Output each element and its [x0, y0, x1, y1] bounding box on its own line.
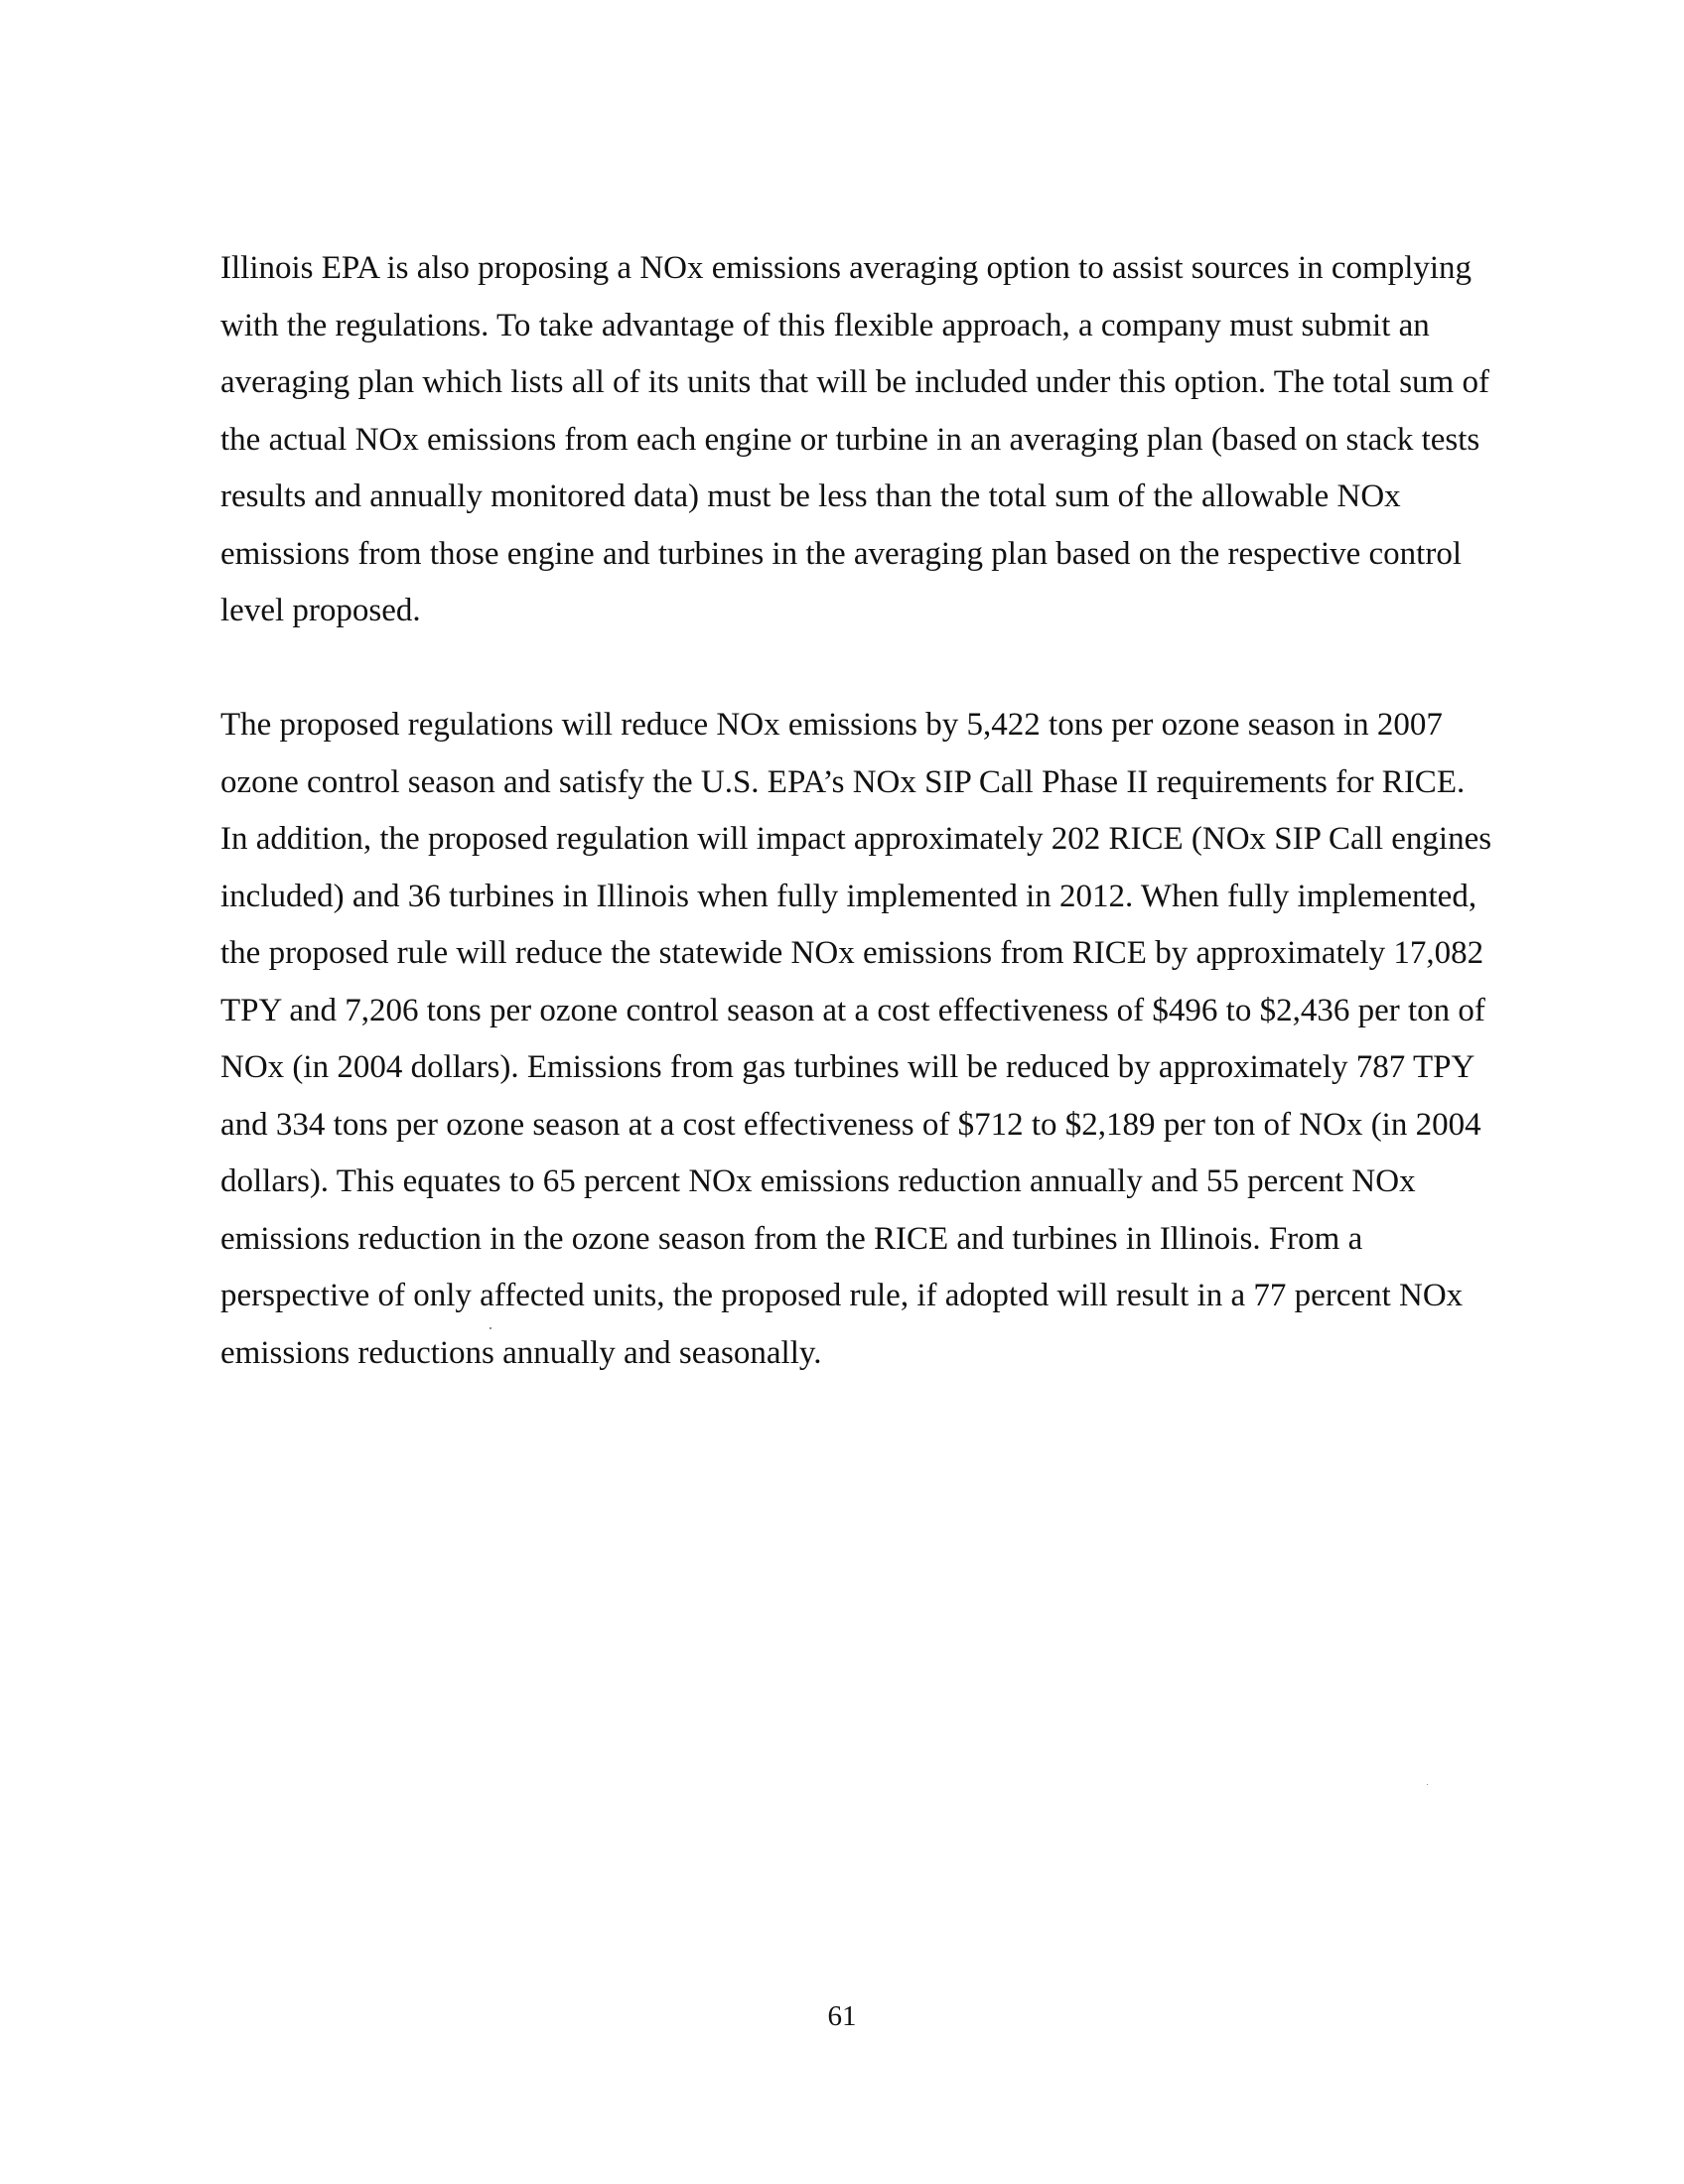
text-line: perspective of only affected units, the proposed rule, if adopted will result in a 77 percent NOx [220, 1278, 1464, 1313]
text-line: In addition, the proposed regulation will impact approximately 202 RICE (NOx SIP Call engines [220, 821, 1492, 857]
paragraph-emission-reductions [220, 697, 1511, 1382]
text-line: included) and 36 turbines in Illinois when fully implemented in 2012. When fully implemented, [220, 878, 1477, 914]
text-line: emissions from those engine and turbines in the averaging plan based on the respective control [220, 535, 1462, 572]
text-line: the actual NOx emissions from each engine or turbine in an averaging plan (based on stack tests [220, 421, 1480, 458]
text-line: results and annually monitored data) must be less than the total sum of the allowable NOx [220, 478, 1401, 514]
paragraph-averaging-option [220, 240, 1511, 640]
text-line: emissions reductions annually and seasonally. [220, 1334, 822, 1371]
text-line: the proposed rule will reduce the statewide NOx emissions from RICE by approximately 17,082 [220, 935, 1484, 971]
scan-speck [1427, 1784, 1428, 1785]
text-line: level proposed. [220, 593, 421, 628]
text-line: dollars). This equates to 65 percent NOx emissions reduction annually and 55 percent NOx [220, 1163, 1416, 1199]
text-line: The proposed regulations will reduce NOx emissions by 5,422 tons per ozone season in 2007 [220, 707, 1443, 743]
text-line: ozone control season and satisfy the U.S. EPA’s NOx SIP Call Phase II requirements for RICE. [220, 763, 1466, 800]
text-line: with the regulations. To take advantage of this flexible approach, a company must submit an [220, 307, 1430, 343]
text-line: TPY and 7,206 tons per ozone control season at a cost effectiveness of $496 to $2,436 per ton of [220, 992, 1485, 1028]
text-line: averaging plan which lists all of its units that will be included under this option. The total sum of [220, 364, 1489, 400]
text-line: emissions reduction in the ozone season from the RICE and turbines in Illinois. From a [220, 1220, 1363, 1257]
scan-speck [490, 1327, 491, 1329]
text-line: NOx (in 2004 dollars). Emissions from gas turbines will be reduced by approximately 787 TPY [220, 1049, 1475, 1085]
page-number: 61 [827, 2000, 857, 2032]
text-line: and 334 tons per ozone season at a cost effectiveness of $712 to $2,189 per ton of NOx (in 2004 [220, 1106, 1481, 1143]
text-line: Illinois EPA is also proposing a NOx emissions averaging option to assist sources in complying [220, 250, 1473, 286]
